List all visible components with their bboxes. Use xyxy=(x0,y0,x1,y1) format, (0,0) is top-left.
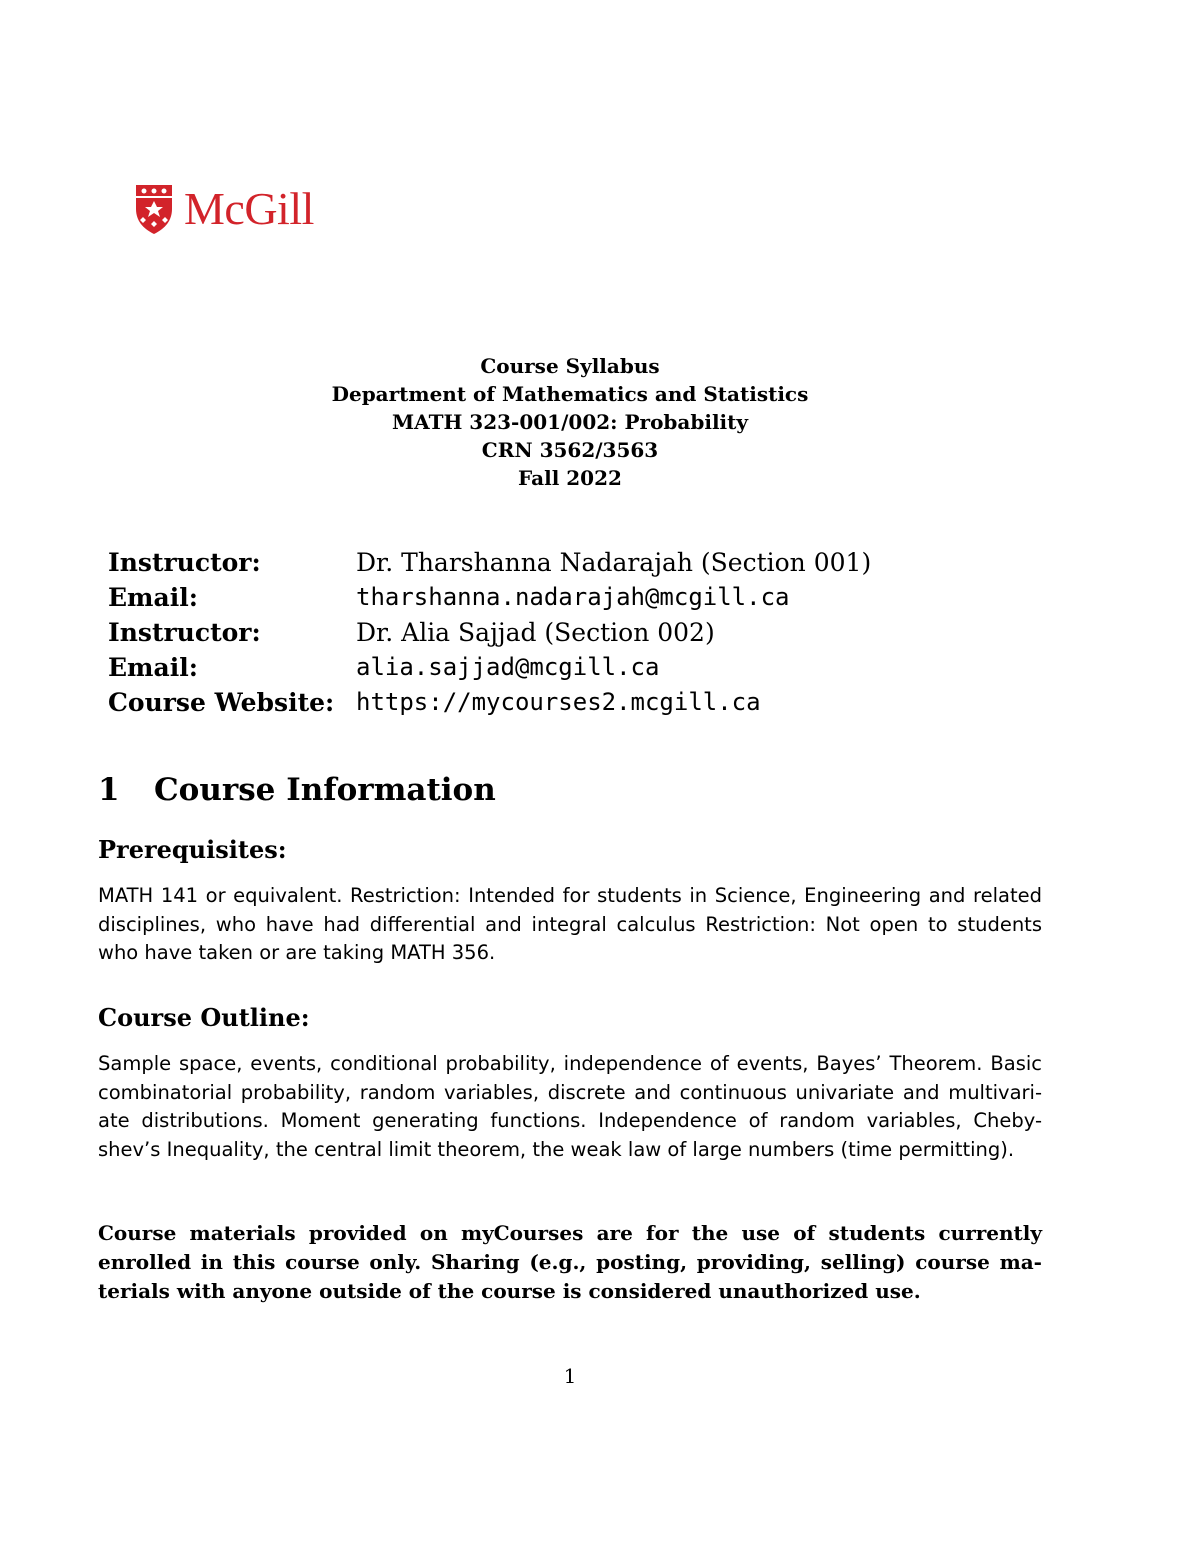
course-outline-text: Sample space, events, conditional probability, independence of events, Bayes’ Theorem. Basic combinatorial probability, random variables, discrete and continuous univariate and multivari-ate distributions. Moment generating functions. Independence of random variables, Cheby-shev’s Inequality, the central limit theorem, the weak law of large numbers (time permitting). xyxy=(98,1052,1042,1161)
section-title: Course Information xyxy=(154,772,496,808)
course-info-table xyxy=(108,545,871,720)
syllabus-header xyxy=(0,352,1140,492)
prerequisites-text: MATH 141 or equivalent. Restriction: Intended for students in Science, Engineering and related disciplines, who have had differential and integral calculus Restriction: Not open to students who have taken or are taking MATH 356. xyxy=(98,884,1042,964)
website-label: Course Website: xyxy=(108,688,335,717)
email-link[interactable]: alia.sajjad@mcgill.ca xyxy=(356,653,660,681)
info-row-instructor-1 xyxy=(108,545,871,580)
info-row-email-2 xyxy=(108,650,871,685)
materials-notice: Course materials provided on myCourses are for the use of students currently enrolled in this course only. Sharing (e.g., posting, providing, selling) course ma-terials with anyone outside of the course is considered unauthorized use. xyxy=(98,1221,1042,1303)
mcgill-logo xyxy=(134,182,314,236)
info-row-website xyxy=(108,685,871,720)
info-row-instructor-2 xyxy=(108,615,871,650)
email-label: Email: xyxy=(108,583,198,612)
header-title: Course Syllabus xyxy=(480,354,660,378)
info-row-email-1 xyxy=(108,580,871,615)
section-number: 1 xyxy=(98,772,120,808)
header-term: Fall 2022 xyxy=(518,466,622,490)
instructor-value: Dr. Tharshanna Nadarajah (Section 001) xyxy=(356,548,872,577)
header-crn: CRN 3562/3563 xyxy=(481,438,659,462)
email-link[interactable]: tharshanna.nadarajah@mcgill.ca xyxy=(356,583,790,611)
instructor-label: Instructor: xyxy=(108,548,261,577)
logo-wordmark: McGill xyxy=(184,183,314,234)
crest-icon xyxy=(134,183,174,235)
header-department: Department of Mathematics and Statistics xyxy=(331,382,809,406)
instructor-label: Instructor: xyxy=(108,618,261,647)
page-number: 1 xyxy=(563,1364,577,1388)
instructor-value: Dr. Alia Sajjad (Section 002) xyxy=(356,618,715,647)
website-link[interactable]: https://mycourses2.mcgill.ca xyxy=(356,688,761,716)
section-heading xyxy=(98,768,496,812)
email-label: Email: xyxy=(108,653,198,682)
prerequisites-heading: Prerequisites: xyxy=(98,835,287,864)
course-outline-heading: Course Outline: xyxy=(98,1003,310,1032)
header-course: MATH 323-001/002: Probability xyxy=(392,410,748,434)
